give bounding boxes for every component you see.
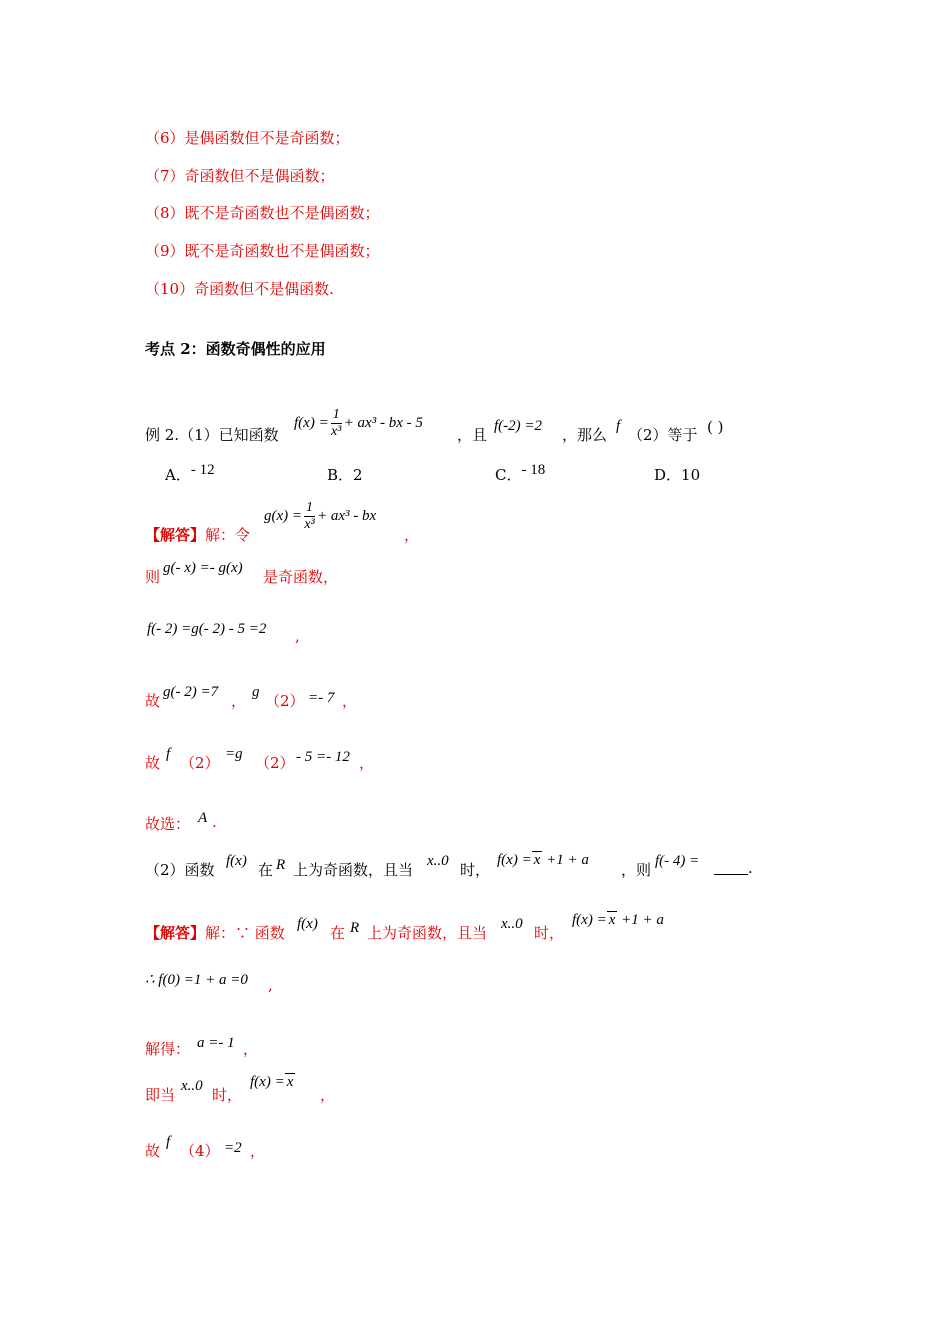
f2-result: - 5 =- 12 [296, 749, 350, 765]
g-symbol: g [252, 684, 260, 700]
when-word: 时， [460, 861, 491, 879]
list-item: （6）是偶函数但不是奇函数； [145, 129, 350, 147]
comma: , [268, 976, 273, 994]
comma: ， [243, 1040, 259, 1058]
list-item: （10）奇函数但不是偶函数. [145, 280, 334, 298]
condition-x-nonneg: x..0 [181, 1078, 203, 1094]
R-symbol: R [276, 857, 286, 873]
on-word: 在 [258, 861, 274, 879]
when-word: 时， [534, 924, 565, 942]
g2-value: =- 7 [308, 690, 335, 706]
function-f-definition: f(x) = $\frac{1}{\text{x³}}$ + ax³ - bx - 5 [294, 407, 423, 439]
gu-word: 故 [145, 754, 161, 772]
therefore-f0: ∴ f(0) =1 + a =0 [145, 972, 248, 988]
period: . [748, 859, 753, 877]
comma: ， [359, 754, 375, 772]
odd-text: 是奇函数， [263, 568, 339, 586]
f-definition: f(x) = x +1 + a [572, 912, 664, 928]
f-symbol: f [616, 418, 621, 434]
answer-paren: ( ) [707, 418, 724, 436]
eq-g: =g [225, 746, 243, 762]
f-neg2-equation: f(- 2) =g(- 2) - 5 =2 [147, 621, 267, 637]
example-2-ask: （2）等于 [628, 426, 698, 444]
option-a: A．- 12 [165, 462, 215, 484]
solution-intro: 【解答】解：∵ 函数 [145, 924, 285, 942]
when-word: 时， [212, 1086, 243, 1104]
solve-word: 解得： [145, 1040, 191, 1058]
fx: f(x) [226, 853, 247, 869]
example-2-prefix: 例 2.（1）已知函数 [145, 426, 279, 444]
example-2-mid: ，且 [457, 426, 488, 444]
f-symbol: f [166, 746, 171, 762]
arg-two: （2） [180, 754, 220, 772]
f-definition: f(x) = x +1 + a [497, 852, 589, 868]
comma: ， [404, 526, 420, 544]
list-item: （7）奇函数但不是偶函数； [145, 167, 335, 185]
gu-word: 故 [145, 1142, 161, 1160]
choose-text: 故选： [145, 815, 191, 833]
section-heading: 考点 2：函数奇偶性的应用 [145, 340, 326, 358]
f4-value: =2 [224, 1140, 242, 1156]
f-sqrt: f(x) = x [250, 1074, 294, 1090]
comma: ， [342, 692, 358, 710]
option-b: B．2 [327, 466, 363, 484]
g-odd-expression: g(- x) =- g(x) [163, 560, 243, 576]
example-2-then: ，那么 [562, 426, 608, 444]
comma: ， [250, 1142, 266, 1160]
ask-f-neg4: f(- 4) = [655, 853, 700, 869]
condition-x-nonneg: x..0 [501, 916, 523, 932]
period: . [212, 813, 217, 831]
example-2b-prefix: （2）函数 [145, 861, 215, 879]
arg-two: （2） [265, 692, 305, 710]
comma: ， [231, 692, 247, 710]
list-item: （8）既不是奇函数也不是偶函数； [145, 204, 380, 222]
on-word: 在 [330, 924, 346, 942]
condition-f-neg2: f(-2) =2 [494, 418, 543, 434]
comma: ， [320, 1086, 336, 1104]
answer-letter: A [198, 810, 208, 826]
option-d: D．10 [654, 466, 701, 484]
comma: , [295, 627, 300, 645]
arg-four: （4） [180, 1142, 220, 1160]
a-value: a =- 1 [197, 1035, 235, 1051]
odd-text: 上为奇函数，且当 [367, 924, 488, 942]
odd-text: 上为奇函数，且当 [293, 861, 414, 879]
fx: f(x) [297, 916, 318, 932]
f-symbol: f [166, 1134, 171, 1150]
function-g-definition: g(x) = $\frac{1}{\text{x³}}$ + ax³ - bx [264, 500, 377, 532]
then-word: 则 [145, 568, 161, 586]
R-symbol: R [350, 920, 360, 936]
answer-blank [714, 860, 748, 875]
g-neg2-value: g(- 2) =7 [163, 684, 219, 700]
condition-x-nonneg: x..0 [427, 853, 449, 869]
arg-two: （2） [255, 754, 295, 772]
option-c: C．- 18 [495, 462, 546, 484]
gu-word: 故 [145, 692, 161, 710]
list-item: （9）既不是奇函数也不是偶函数； [145, 242, 380, 260]
solution-intro: 【解答】解：令 [145, 526, 251, 544]
ie-word: 即当 [145, 1086, 176, 1104]
then-word: ，则 [621, 861, 652, 879]
